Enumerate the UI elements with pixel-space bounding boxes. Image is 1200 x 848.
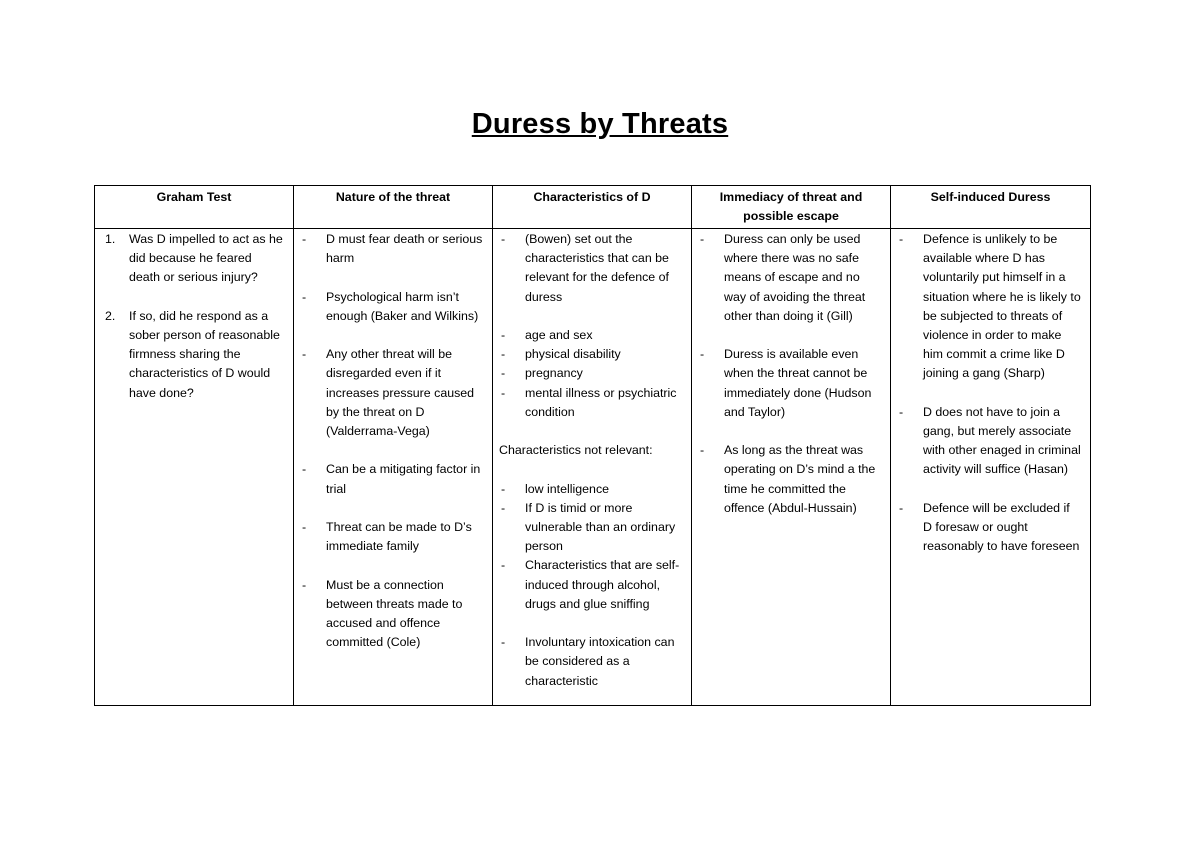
list-item: - If D is timid or more vulnerable than an ordinary person (499, 499, 683, 557)
list-item: - mental illness or psychiatric condition (499, 384, 683, 422)
immediacy-list (698, 230, 882, 518)
cell-immediacy (692, 229, 891, 706)
list-item: - D does not have to join a gang, but merely associate with other enaged in criminal activity will suffice (Hasan) (897, 403, 1082, 480)
list-item: - Defence will be excluded if D foresaw or ought reasonably to have foreseen (897, 499, 1082, 557)
list-item: - Duress is available even when the threat cannot be immediately done (Hudson and Taylor) (698, 345, 882, 422)
list-item: - (Bowen) set out the characteristics that can be relevant for the defence of duress (499, 230, 683, 307)
list-item: - low intelligence (499, 480, 683, 499)
cell-nature-of-threat (294, 229, 493, 706)
cell-characteristics-of-d (493, 229, 692, 706)
list-item: - age and sex (499, 326, 683, 345)
list-item: - Must be a connection between threats made to accused and offence committed (Cole) (300, 576, 484, 653)
cell-graham-test (95, 229, 294, 706)
list-item: - Duress can only be used where there was no safe means of escape and no way of avoiding the threat other than doing it (Gill) (698, 230, 882, 326)
list-item: - pregnancy (499, 364, 683, 383)
content-row (95, 229, 1091, 706)
list-item: - Defence is unlikely to be available where D has voluntarily put himself in a situation where he is likely to be subjected to threats of violence in order to make him commit a crime like D joining a gang (Sharp) (897, 230, 1082, 384)
list-number: 2. (105, 308, 116, 323)
duress-table (94, 185, 1091, 706)
self-induced-list (897, 230, 1082, 556)
header-graham-test: Graham Test (95, 186, 294, 229)
header-self-induced-duress: Self-induced Duress (891, 186, 1091, 229)
nature-list (300, 230, 484, 652)
header-nature-of-threat: Nature of the threat (294, 186, 493, 229)
list-item: - physical disability (499, 345, 683, 364)
not-relevant-list (499, 480, 683, 691)
graham-list (101, 230, 285, 403)
list-item: - Threat can be made to D’s immediate family (300, 518, 484, 556)
list-item: - Psychological harm isn’t enough (Baker and Wilkins) (300, 288, 484, 326)
list-item (101, 230, 285, 288)
list-item: - As long as the threat was operating on D’s mind a the time he committed the offence (Abdul-Hussain) (698, 441, 882, 518)
list-item: - Characteristics that are self-induced through alcohol, drugs and glue sniffing (499, 556, 683, 614)
list-text: Was D impelled to act as he did because he feared death or serious injury? (129, 232, 283, 285)
list-number: 1. (105, 232, 116, 246)
list-item: - Involuntary intoxication can be considered as a characteristic (499, 633, 683, 691)
list-item: - Any other threat will be disregarded even if it increases pressure caused by the threat on D (Valderrama-Vega) (300, 345, 484, 441)
list-text: If so, did he respond as a sober person of reasonable firmness sharing the characteristics of D would have done? (129, 308, 280, 400)
not-relevant-heading: Characteristics not relevant: (499, 443, 653, 458)
header-row (95, 186, 1091, 229)
list-item (101, 307, 285, 403)
page-title: Duress by Threats (471, 108, 729, 140)
cell-self-induced-duress (891, 229, 1091, 706)
characteristics-intro-list (499, 230, 683, 422)
list-item: - Can be a mitigating factor in trial (300, 460, 484, 498)
header-immediacy: Immediacy of threat and possible escape (692, 186, 891, 229)
header-characteristics-of-d: Characteristics of D (493, 186, 692, 229)
list-item: - D must fear death or serious harm (300, 230, 484, 268)
